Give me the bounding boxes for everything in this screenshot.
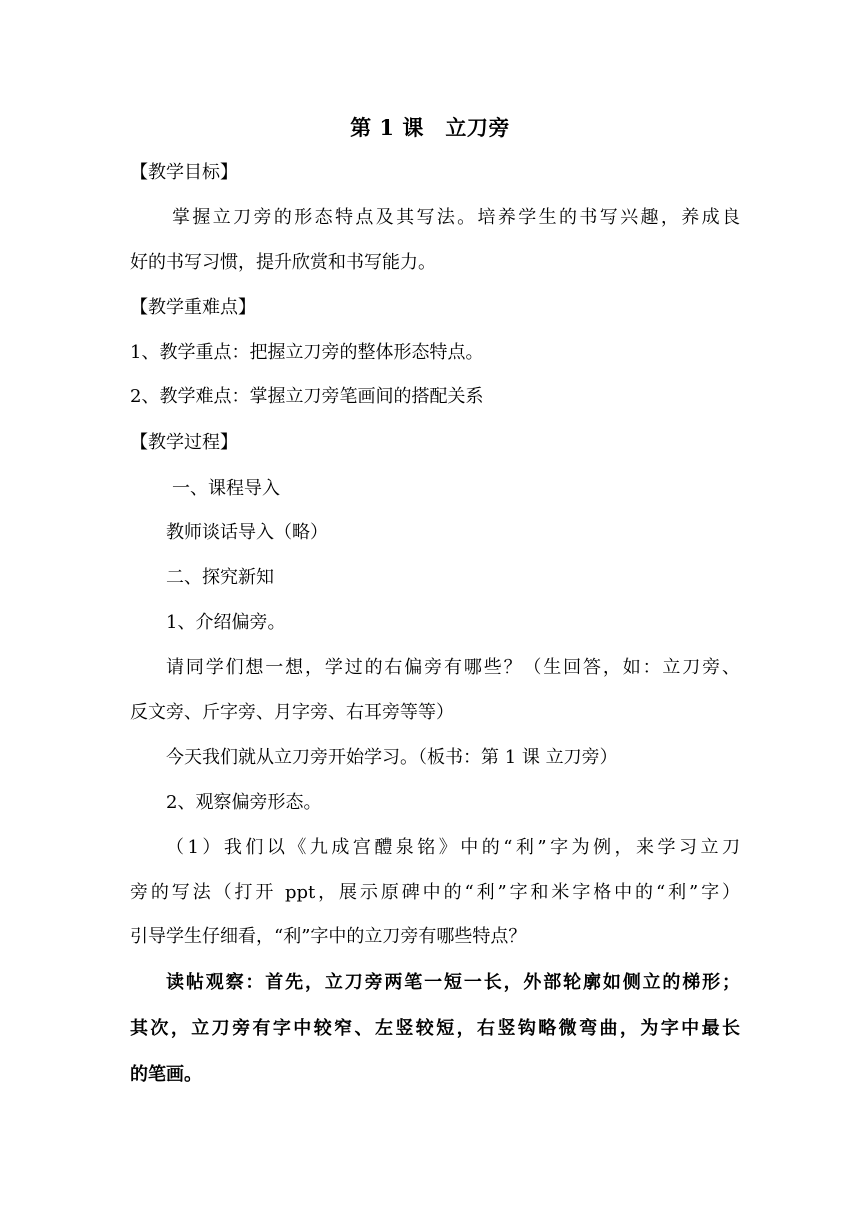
step-1-text: 教师谈话导入（略） (166, 522, 328, 543)
step-2-title: 二、探究新知 (166, 567, 274, 588)
step-2-today: 今天我们就从立刀旁开始学习。（板书：第 1 课 立刀旁） (166, 747, 618, 768)
keypoint-2: 2、教学难点：掌握立刀旁笔画间的搭配关系 (130, 386, 484, 407)
step-2-sub-2: 2、观察偏旁形态。 (166, 792, 322, 813)
goals-text-line-2: 好的书写习惯，提升欣赏和书写能力。 (130, 252, 436, 273)
page-title: 第 1 课 立刀旁 (350, 115, 510, 140)
goals-heading: 【教学目标】 (130, 162, 238, 183)
observe-line-2: 旁的写法（打开 ppt，展示原碑中的“利”字和米字格中的“利”字） (130, 882, 740, 903)
observe-line-1: （1）我们以《九成宫醴泉铭》中的“利”字为例，来学习立刀 (166, 837, 740, 858)
step-2-question-line-2: 反文旁、斤字旁、月字旁、右耳旁等等） (130, 702, 454, 723)
step-1-title: 一、课程导入 (172, 478, 280, 499)
reading-observation-line-2: 其次，立刀旁有字中较窄、左竖较短，右竖钩略微弯曲，为字中最长 (130, 1018, 740, 1039)
keypoints-heading: 【教学重难点】 (130, 297, 256, 318)
reading-observation-line-1: 读帖观察：首先，立刀旁两笔一短一长，外部轮廓如侧立的梯形； (166, 972, 740, 993)
keypoint-1: 1、教学重点：把握立刀旁的整体形态特点。 (130, 342, 484, 363)
reading-observation-line-3: 的笔画。 (130, 1064, 202, 1085)
process-heading: 【教学过程】 (130, 432, 238, 453)
step-2-sub-1: 1、介绍偏旁。 (166, 612, 286, 633)
observe-line-3: 引导学生仔细看，“利”字中的立刀旁有哪些特点？ (130, 926, 527, 947)
step-2-question-line-1: 请同学们想一想，学过的右偏旁有哪些？（生回答，如：立刀旁、 (166, 657, 740, 678)
goals-text-line-1: 掌握立刀旁的形态特点及其写法。培养学生的书写兴趣，养成良 (172, 207, 740, 228)
